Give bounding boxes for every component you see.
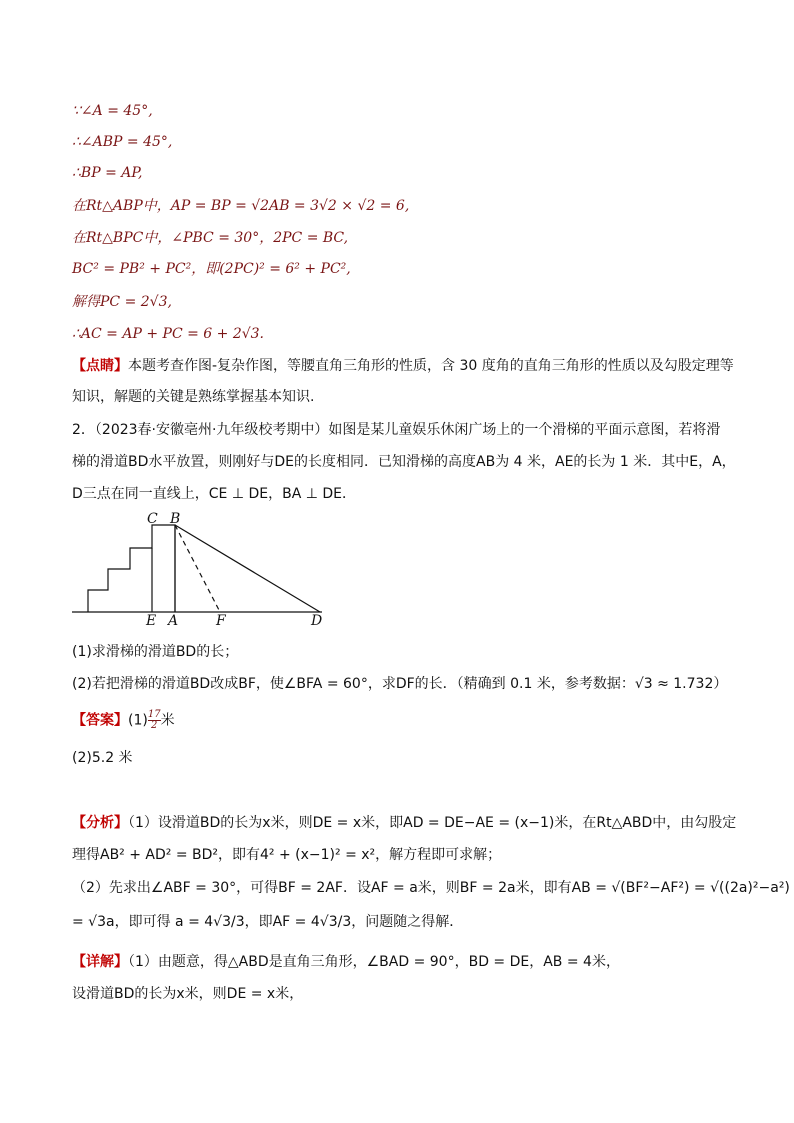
- solution-line: 在Rt△BPC中，∠PBC = 30°，2PC = BC,: [72, 230, 349, 246]
- answer-block: 【答案】(1) $\frac{17}{2}$ 米: [72, 709, 175, 731]
- label-A: A: [168, 613, 179, 629]
- question-2: (2)若把滑梯的滑道BD改成BF，使∠BFA = 60°，求DF的长．（精确到 0.1 米，参考数据：√3 ≈ 1.732）: [72, 676, 728, 692]
- fraction: $\frac{17}{2}$: [147, 709, 161, 731]
- analysis-tag: 【分析】: [72, 815, 128, 831]
- analysis-line: （2）先求出∠ABF = 30°，可得BF = 2AF．设AF = a米，则BF = 2a米，即有AB = √(BF²−AF²) = √((2a)²−a²): [72, 880, 790, 896]
- question-1: (1)求滑梯的滑道BD的长；: [72, 644, 239, 660]
- problem-line: 2．（2023春·安徽亳州·九年级校考期中）如图是某儿童娱乐休闲广场上的一个滑梯的平面示意图，若将滑: [72, 422, 721, 438]
- comment-block: [72, 356, 734, 376]
- problem-line: D三点在同一直线上，CE ⊥ DE，BA ⊥ DE．: [72, 486, 357, 502]
- answer-tag: 【答案】: [72, 712, 128, 729]
- label-F: F: [216, 613, 226, 629]
- analysis-line: 理得AB² + AD² = BD²，即有4² + (x−1)² = x²，解方程即可求解；: [72, 847, 502, 863]
- solution-line: ∴AC = AP + PC = 6 + 2√3.: [72, 326, 265, 342]
- problem-line: 梯的滑道BD水平放置，则刚好与DE的长度相同．已知滑梯的高度AB为 4 米，AE的长为 1 米．其中E，A，: [72, 454, 736, 470]
- comment-text: 本题考查作图-复杂作图，等腰直角三角形的性质，含 30 度角的直角三角形的性质以及勾股定理等: [128, 358, 734, 374]
- solution-line: 在Rt△ABP中，AP = BP = √2AB = 3√2 × √2 = 6,: [72, 198, 410, 214]
- analysis-line: = √3a，即可得 a = 4√3/3，即AF = 4√3/3，问题随之得解．: [72, 914, 464, 930]
- label-C: C: [147, 511, 158, 527]
- solution-line: 解得PC = 2√3,: [72, 294, 172, 310]
- solution-line: ∴∠ABP = 45°,: [72, 134, 173, 150]
- solution-line: ∵∠A = 45°,: [72, 103, 153, 119]
- detail-line: 设滑道BD的长为x米，则DE = x米，: [72, 986, 304, 1002]
- comment-text-cont: 知识，解题的关键是熟练掌握基本知识.: [72, 389, 315, 405]
- solution-line: BC² = PB² + PC²，即(2PC)² = 6² + PC²,: [72, 261, 351, 277]
- detail-block: 【详解】（1）由题意，得△ABD是直角三角形，∠BAD = 90°，BD = DE，AB = 4米，: [72, 954, 620, 970]
- slide-figure: [60, 505, 340, 630]
- label-D: D: [311, 613, 323, 629]
- solution-line: ∴BP = AP,: [72, 165, 143, 181]
- analysis-block: 【分析】（1）设滑道BD的长为x米，则DE = x米，即AD = DE−AE = (x−1)米，在Rt△ABD中，由勾股定: [72, 815, 737, 831]
- label-E: E: [146, 613, 157, 629]
- comment-tag: 【点睛】: [72, 358, 128, 374]
- answer-2: (2)5.2 米: [72, 750, 133, 766]
- label-B: B: [170, 511, 181, 527]
- detail-tag: 【详解】: [72, 954, 128, 970]
